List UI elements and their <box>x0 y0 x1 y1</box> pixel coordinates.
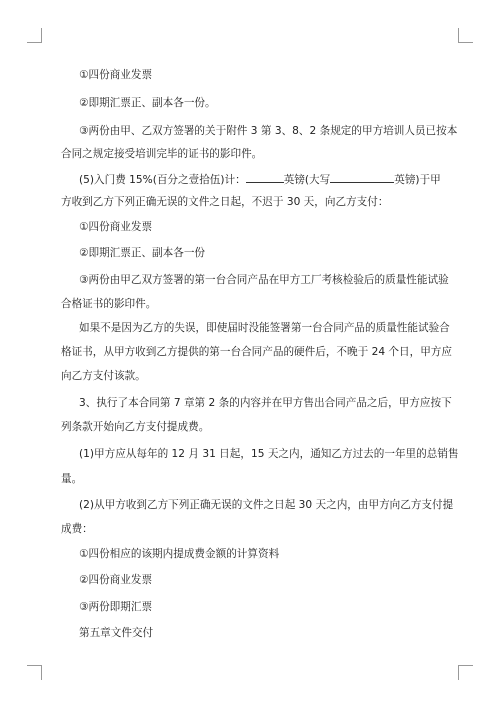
text-line: ①四份商业发票 <box>79 69 153 81</box>
text-line: ②四份商业发票 <box>79 574 153 586</box>
text-line: 合同之规定接受培训完毕的证书的影印件。 <box>61 148 263 160</box>
entry-fee-text: 英镑)于甲 <box>394 174 441 186</box>
crop-mark-top-left <box>27 28 42 43</box>
text-line: ③两份即期汇票 <box>79 601 153 613</box>
text-line: ②即期汇票正、副本各一份。 <box>79 97 216 109</box>
text-line: 方收到乙方下列正确无误的文件之日起，不迟于 30 天，向乙方支付： <box>61 196 389 208</box>
entry-fee-line <box>79 171 441 187</box>
amount-words-blank <box>330 171 394 183</box>
entry-fee-text: 英镑(大写 <box>283 174 331 186</box>
amount-blank <box>246 171 284 183</box>
text-line: (1)甲方应从每年的 12 月 31 日起，15 天之内，通知乙方过去的一年里的总销售 <box>79 448 459 460</box>
text-line: 量。 <box>61 473 83 485</box>
text-line: 列条款开始向乙方支付提成费。 <box>61 421 210 433</box>
text-line: (2)从甲方收到乙方下列正确无误的文件之日起 30 天之内，由甲方向乙方支付提 <box>79 499 454 511</box>
text-line: ①四份商业发票 <box>79 221 153 233</box>
text-line: 如果不是因为乙方的失误，即使届时没能签署第一台合同产品的质量性能试验合 <box>79 322 450 334</box>
text-line: 格证书，从甲方收到乙方提供的第一台合同产品的硬件后，不晚于 24 个日，甲方应 <box>61 346 452 358</box>
crop-mark-bottom-left <box>27 665 42 680</box>
entry-fee-text: (5)入门费 15%(百分之壹拾伍)计： <box>79 174 246 186</box>
text-line: 3、执行了本合同第 7 章第 2 条的内容并在甲方售出合同产品之后，甲方应按下 <box>79 397 452 409</box>
text-line: ③两份由甲乙双方签署的第一台合同产品在甲方工厂考核检验后的质量性能试验 <box>79 274 449 286</box>
crop-mark-top-right <box>458 28 473 43</box>
text-line: 成费： <box>61 523 93 535</box>
crop-mark-bottom-right <box>458 665 473 680</box>
text-line: 合格证书的影印件。 <box>61 298 157 310</box>
text-line: 向乙方支付该款。 <box>61 370 146 382</box>
text-line: ②即期汇票正、副本各一份 <box>79 247 206 259</box>
text-line: ③两份由甲、乙双方签署的关于附件 3 第 3、8、2 条规定的甲方培训人员已按本 <box>79 125 458 137</box>
chapter-heading: 第五章文件交付 <box>79 627 154 639</box>
text-line: ①四份相应的该期内提成费金额的计算资料 <box>79 548 280 560</box>
